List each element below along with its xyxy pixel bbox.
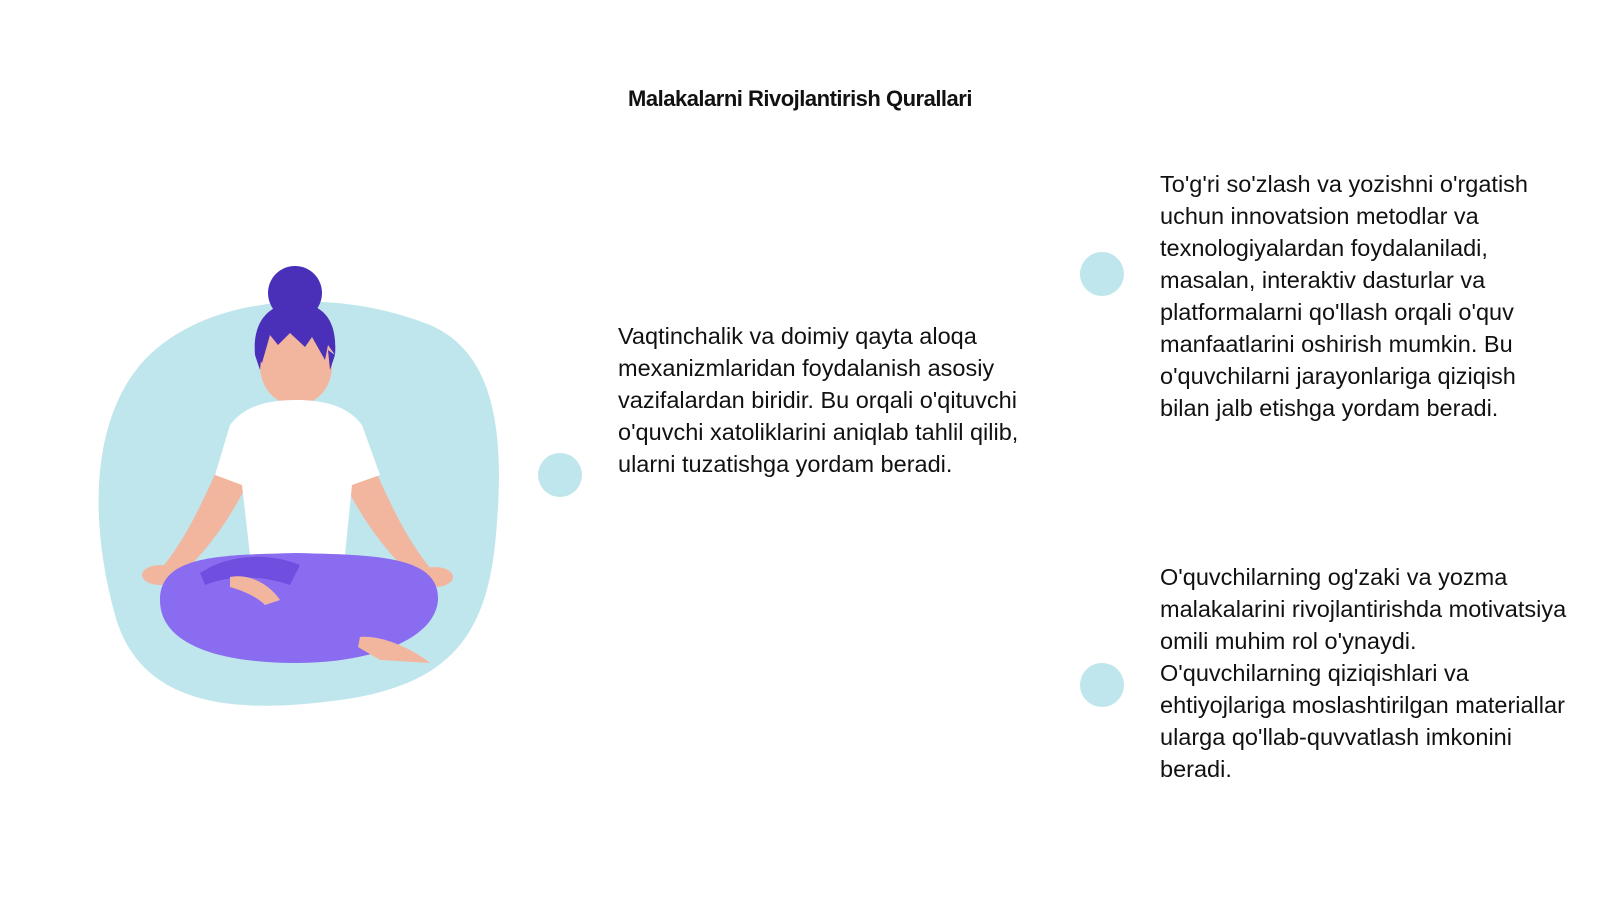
bullet-dot [1080, 252, 1124, 296]
point-text-1: Vaqtinchalik va doimiy qayta aloqa mexanizmlaridan foydalanish asosiy vazifalardan biridir. Bu orqali o'qituvchi o'quvchi xatoliklarini aniqlab tahlil qilib, ularni tuzatishga yordam beradi. [618, 323, 1019, 477]
bullet-dot [1080, 663, 1124, 707]
point-text-3: O'quvchilarning og'zaki va yozma malakalarini rivojlantirishda motivatsiya omili muhim rol o'ynaydi. O'quvchilarning qiziqishlari va ehtiyojlariga moslashtirilgan materiallar ularga qo'llab-quvvatlash imkonini beradi. [1160, 564, 1567, 782]
bullet-dot [538, 453, 582, 497]
meditating-woman-illustration [80, 255, 520, 735]
slide-title: Malakalarni Rivojlantirish Qurallari [628, 86, 972, 111]
point-text-2: To'g'ri so'zlash va yozishni o'rgatish uchun innovatsion metodlar va texnologiyalardan foydalaniladi, masalan, interaktiv dasturlar va platformalarni qo'llash orqali o'quv manfaatlarini oshirish mumkin. Bu o'quvchilarni jarayonlariga qiziqish bilan jalb etishga yordam beradi. [1160, 171, 1529, 421]
meditation-icon [80, 255, 520, 735]
